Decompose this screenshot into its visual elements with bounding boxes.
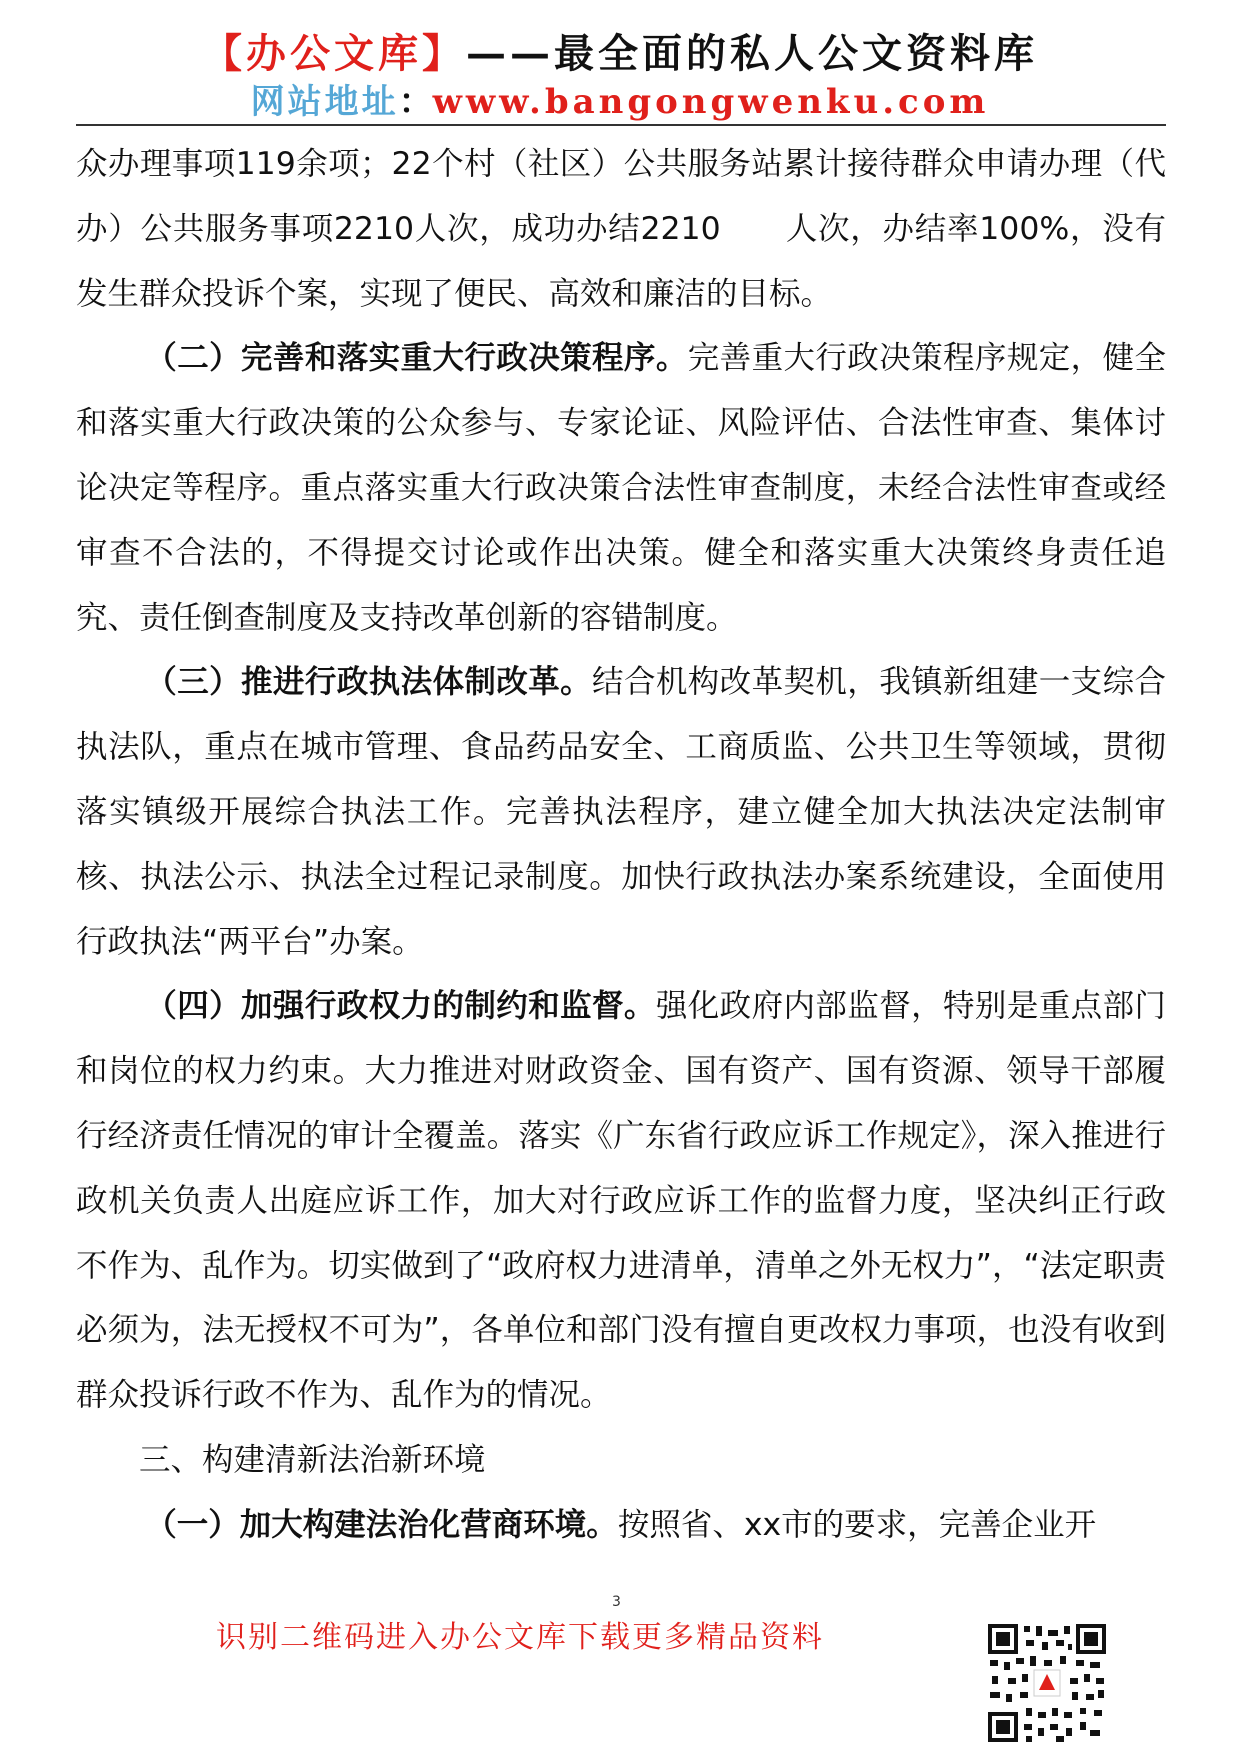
paragraph-text: 按照省、xx市的要求，完善企业开 bbox=[617, 1506, 1097, 1543]
paragraph-heading: （三）推进行政执法体制改革。 bbox=[145, 664, 593, 701]
paragraph-text: 完善重大行政决策程序规定，健全和落实重大行政决策的公众参与、专家论证、风险评估、合法性审查、集体讨论决定等程序。重点落实重大行政决策合法性审查制度，未经合法性审查或经审查不合法的，不得提交讨论或作出决策。健全和落实重大决策终身责任追究、责任倒查制度及支持改革创新的容错制度。 bbox=[76, 340, 1166, 636]
site-address-label: 网站地址 bbox=[250, 82, 399, 122]
paragraph-heading: （四）加强行政权力的制约和监督。 bbox=[145, 988, 656, 1025]
page-number: 3 bbox=[612, 1594, 621, 1610]
brand-name: 【办公文库】 bbox=[202, 30, 466, 77]
banner-subtitle: ——最全面的私人公文资料库 bbox=[466, 30, 1038, 77]
paragraph-decision-procedure bbox=[76, 326, 1166, 650]
paragraph-continued: 众办理事项119余项；22个村（社区）公共服务站累计接待群众申请办理（代办）公共服务事项2210人次，成功办结2210 人次，办结率100%，没有发生群众投诉个案，实现了便民、高效和廉洁的目标。 bbox=[76, 146, 1166, 312]
paragraph-heading: （一）加大构建法治化营商环境。 bbox=[145, 1506, 618, 1543]
paragraph-text: 结合机构改革契机，我镇新组建一支综合执法队，重点在城市管理、食品药品安全、工商质监、公共卫生等领域，贯彻落实镇级开展综合执法工作。完善执法程序，建立健全加大执法决定法制审核、执法公示、执法全过程记录制度。加快行政执法办案系统建设，全面使用行政执法“两平台”办案。 bbox=[76, 664, 1166, 960]
document-body bbox=[76, 132, 1166, 1558]
site-address-colon: ： bbox=[398, 82, 433, 122]
qr-code[interactable] bbox=[986, 1622, 1108, 1744]
site-address-line bbox=[0, 80, 1240, 124]
paragraph-enforcement-reform bbox=[76, 650, 1166, 974]
paragraph-text: 强化政府内部监督，特别是重点部门和岗位的权力约束。大力推进对财政资金、国有资产、国有资源、领导干部履行经济责任情况的审计全覆盖。落实《广东省行政应诉工作规定》，深入推进行政机关负责人出庭应诉工作，加大对行政应诉工作的监督力度，坚决纠正行政不作为、乱作为。切实做到了“政府权力进清单，清单之外无权力”，“法定职责必须为，法无授权不可为”，各单位和部门没有擅自更改权力事项，也没有收到群众投诉行政不作为、乱作为的情况。 bbox=[76, 988, 1166, 1414]
paragraph-power-supervision bbox=[76, 974, 1166, 1428]
qr-prompt-text: 识别二维码进入办公文库下载更多精品资料 bbox=[216, 1620, 824, 1655]
section-heading: 三、构建清新法治新环境 bbox=[139, 1441, 486, 1478]
qr-code-graphic bbox=[986, 1622, 1108, 1744]
site-url-link[interactable]: www.bangongwenku.com bbox=[432, 82, 990, 122]
header-divider bbox=[76, 124, 1166, 126]
site-banner-title bbox=[0, 26, 1240, 82]
paragraph-heading: （二）完善和落实重大行政决策程序。 bbox=[145, 340, 688, 377]
paragraph-business-environment bbox=[76, 1493, 1166, 1558]
